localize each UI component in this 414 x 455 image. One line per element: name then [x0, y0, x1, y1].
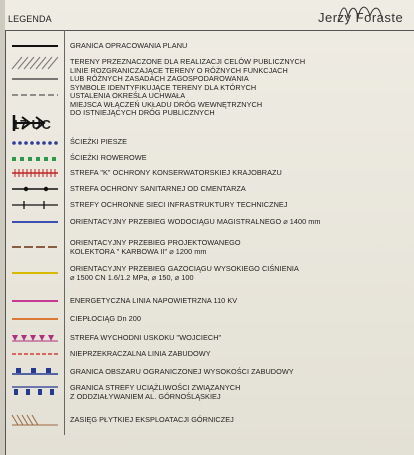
- desc-water-main: ORIENTACYJNY PRZEBIEG WODOCIĄGU MAGISTRALNEGO ⌀ 1400 mm: [70, 217, 321, 226]
- symbol-water-main: [10, 217, 60, 227]
- desc-function-lines: LINIE ROZGRANICZAJĄCE TERENY O RÓŻNYCH FUNKCJACH: [70, 66, 288, 75]
- symbol-public-hatch: [10, 56, 60, 70]
- desc-road-connections: MIEJSCA WŁĄCZEŃ UKŁADU DRÓG WEWNĘTRZNYCH: [70, 100, 263, 109]
- symbol-infrastructure-zone: [10, 200, 60, 210]
- symbol-footpaths: [10, 139, 60, 147]
- symbol-building-line: [10, 349, 60, 359]
- desc-sewer-collector: ORIENTACYJNY PRZEBIEG PROJEKTOWANEGO: [70, 238, 241, 247]
- symbol-shaft-zone: [10, 333, 60, 343]
- symbol-landscape-zone: [10, 168, 60, 178]
- desc-landscape-zone: STREFA "K" OCHRONY KONSERWATORSKIEJ KRAJOBRAZU: [70, 168, 282, 177]
- symbol-mining-range: [10, 414, 60, 426]
- desc-infrastructure-zone: STREFY OCHRONNE SIECI INFRASTRUKTURY TECHNICZNEJ: [70, 200, 288, 209]
- desc-mining-range: ZASIĘG PŁYTKIEJ EKSPLOATACJI GÓRNICZEJ: [70, 415, 234, 424]
- desc-road-nuisance: GRANICA STREFY UCIĄŻLIWOŚCI ZWIĄZANYCH: [70, 383, 241, 392]
- frame-top: [5, 30, 414, 31]
- legend-title: LEGENDA: [8, 14, 52, 24]
- desc-road-connections-2: DO ISTNIEJĄCYCH DRÓG PUBLICZNYCH: [70, 108, 215, 117]
- symbol-bicycle-paths: [10, 155, 60, 163]
- symbol-management-lines: [10, 90, 60, 100]
- desc-sewer-collector-2: KOLEKTORA " KARBOWA II" ⌀ 1200 mm: [70, 247, 207, 256]
- zone-code-symbol: 17 UC: [12, 117, 52, 132]
- road-connection-symbol: [10, 113, 50, 133]
- symbol-function-lines: [10, 74, 60, 84]
- symbol-sewer-collector: [10, 242, 60, 252]
- desc-id-symbols: SYMBOLE IDENTYFIKUJĄCE TERENY DLA KTÓRYCH: [70, 83, 257, 92]
- desc-height-limit: GRANICA OBSZARU OGRANICZONEJ WYSOKOŚCI ZABUDOWY: [70, 367, 294, 376]
- desc-id-symbols-2: USTALENIA OKREŚLA UCHWAŁA: [70, 91, 186, 100]
- desc-footpaths: ŚCIEŻKI PIESZE: [70, 137, 128, 146]
- symbol-road-nuisance: [10, 384, 60, 396]
- signature-mark: [330, 0, 414, 26]
- desc-boundary: GRANICA OPRACOWANIA PLANU: [70, 41, 188, 50]
- symbol-heat-pipeline: [10, 314, 60, 324]
- desc-heat-pipeline: CIEPŁOCIĄG Dn 200: [70, 314, 142, 323]
- symbol-boundary: [10, 40, 60, 52]
- desc-gas-pipeline-2: ⌀ 1500 CN 1.6/1.2 MPa, ⌀ 150, ⌀ 100: [70, 273, 194, 282]
- frame-left: [5, 30, 6, 455]
- desc-function-lines-2: LUB RÓŻNYCH ZASADACH ZAGOSPODAROWANIA: [70, 74, 249, 83]
- desc-public-areas: TERENY PRZEZNACZONE DLA REALIZACJI CELÓW PUBLICZNYCH: [70, 57, 306, 66]
- desc-building-line: NIEPRZEKRACZALNA LINIA ZABUDOWY: [70, 349, 211, 358]
- symbol-power-line: [10, 296, 60, 306]
- symbol-gas-pipeline: [10, 268, 60, 278]
- author-name: Jerzy Foraste: [318, 10, 404, 25]
- symbol-cemetery-zone: [10, 184, 60, 194]
- desc-cemetery-zone: STREFA OCHRONY SANITARNEJ OD CMENTARZA: [70, 184, 246, 193]
- desc-power-line: ENERGETYCZNA LINIA NAPOWIETRZNA 110 KV: [70, 296, 238, 305]
- desc-gas-pipeline: ORIENTACYJNY PRZEBIEG GAZOCIĄGU WYSOKIEGO CIŚNIENIA: [70, 264, 299, 273]
- desc-shaft-zone: STREFA WYCHODNI USKOKU "WOJCIECH": [70, 333, 222, 342]
- symbol-column-divider: [64, 30, 65, 435]
- desc-bicycle-paths: ŚCIEŻKI ROWEROWE: [70, 153, 147, 162]
- symbol-height-limit: [10, 367, 60, 377]
- desc-road-nuisance-2: Z ODDZIAŁYWANIEM AL. GÓRNOŚLĄSKIEJ: [70, 392, 221, 401]
